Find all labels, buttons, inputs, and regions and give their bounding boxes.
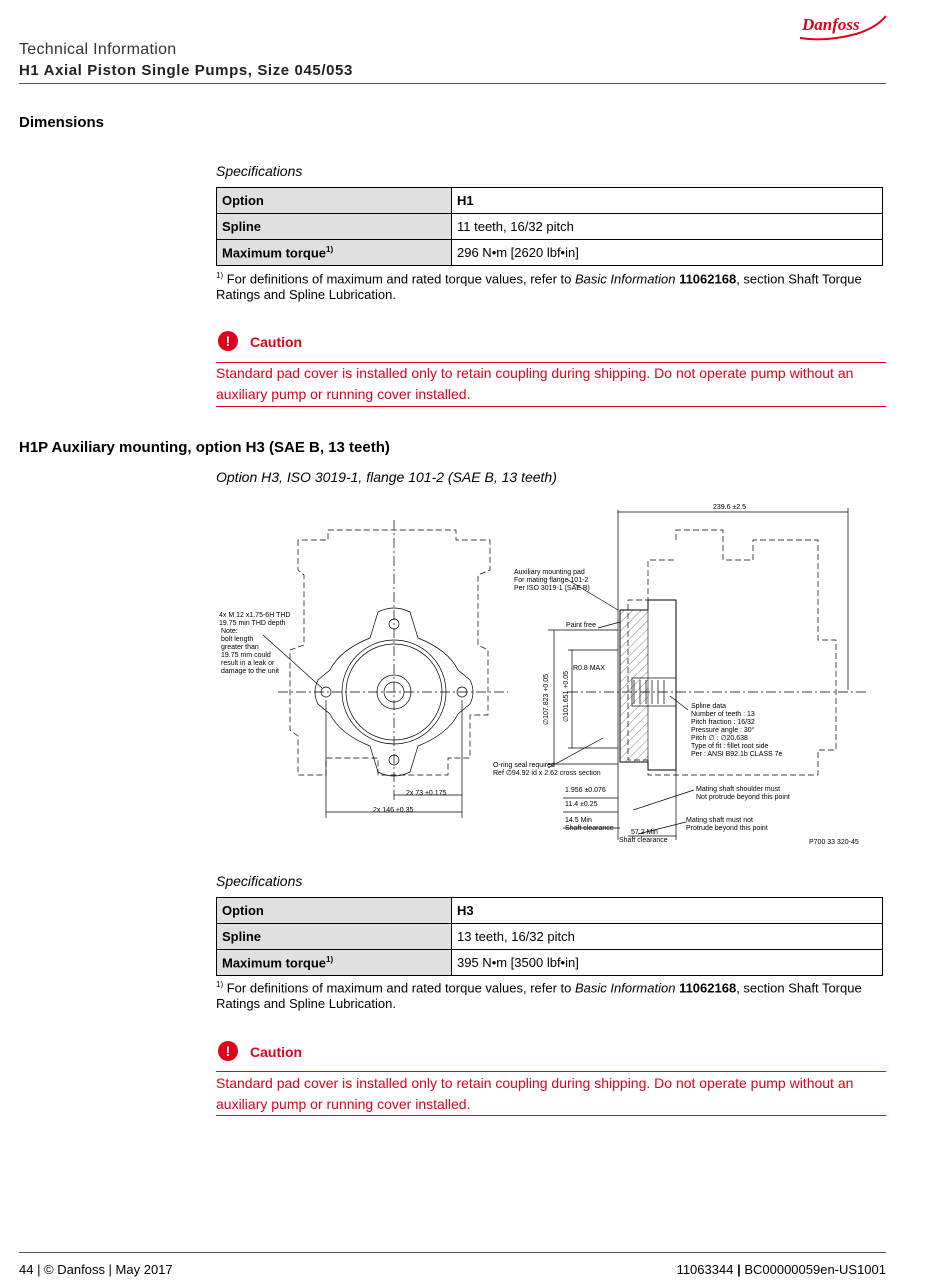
dim-145-note: Shaft clearance bbox=[565, 825, 614, 832]
table-cell-value: 395 N•m [3500 lbf•in] bbox=[452, 950, 883, 976]
table-cell-value: 11 teeth, 16/32 pitch bbox=[452, 214, 883, 240]
table-cell-value: 13 teeth, 16/32 pitch bbox=[452, 924, 883, 950]
caution-icon: ! bbox=[218, 331, 238, 351]
dim-145: 14.5 Min bbox=[565, 817, 592, 824]
dia-101: ∅101.651 +0.05 bbox=[563, 670, 570, 722]
spline-data-line: Per : ANSI B92.1b CLASS 7e bbox=[691, 751, 783, 758]
section-heading-aux-mounting: H1P Auxiliary mounting, option H3 (SAE B, 13 teeth) bbox=[19, 439, 390, 456]
spec-table-h3 bbox=[216, 897, 883, 976]
caution-text: Standard pad cover is installed only to retain coupling during shipping. Do not operate pump without an auxiliary pump or running cover installed. bbox=[216, 365, 854, 402]
table-row bbox=[217, 214, 883, 240]
bolt-note-line: damage to the unit bbox=[221, 668, 279, 675]
spec-caption: Specifications bbox=[216, 873, 303, 889]
table-row bbox=[217, 188, 883, 214]
table-cell-label: Maximum torque$^{1)}$ bbox=[217, 240, 452, 266]
document-title: H1 Axial Piston Single Pumps, Size 045/053 bbox=[19, 62, 353, 79]
bolt-note-line: 19.75 min THD depth bbox=[219, 620, 286, 627]
spec-table-h1 bbox=[216, 187, 883, 266]
r08-label: R0.8 MAX bbox=[573, 665, 605, 672]
caution-icon: ! bbox=[218, 1041, 238, 1061]
spline-data-line: Spline data bbox=[691, 703, 727, 710]
table-footnote: $^{1)}$ For definitions of maximum and rated torque values, refer to Basic Information 11062168, section Shaft Torque Ratings and Spline Lubrication. bbox=[216, 980, 862, 1012]
spline-data-line: Pitch fraction : 16/32 bbox=[691, 719, 755, 726]
caution-text: Standard pad cover is installed only to retain coupling during shipping. Do not operate pump without an auxiliary pump or running cover installed. bbox=[216, 1075, 854, 1112]
bolt-note-line: 4x M 12 x1.75-6H THD bbox=[219, 612, 291, 619]
table-row bbox=[217, 240, 883, 266]
section-heading-dimensions: Dimensions bbox=[19, 114, 105, 131]
caution-label: Caution bbox=[250, 1044, 303, 1060]
dim-572-note: Shaft clearance bbox=[619, 837, 668, 844]
spec-caption: Specifications bbox=[216, 163, 303, 179]
table-cell-label: Option bbox=[217, 188, 452, 214]
table-cell-value: H1 bbox=[452, 188, 883, 214]
dim-239: 239.6 ±2.5 bbox=[713, 504, 747, 511]
dim-114: 11.4 ±0.25 bbox=[565, 801, 598, 808]
table-cell-label: Spline bbox=[217, 214, 452, 240]
logo-text: Danfoss bbox=[802, 15, 860, 34]
oring-note: Ref ∅94.92 id x 2.62 cross section bbox=[493, 770, 601, 777]
spline-data-line: Pressure angle : 30° bbox=[691, 727, 755, 734]
bolt-note-line: greater than bbox=[221, 644, 259, 651]
footer-divider bbox=[19, 1252, 886, 1253]
dia-107: ∅107.823 +0.05 bbox=[543, 673, 550, 725]
bolt-note-line: 19.75 mm could bbox=[221, 652, 271, 659]
bolt-note-line: result in a leak or bbox=[221, 660, 275, 667]
table-row bbox=[217, 950, 883, 976]
table-cell-label: Option bbox=[217, 898, 452, 924]
table-footnote: $^{1)}$ For definitions of maximum and rated torque values, refer to Basic Information 11062168, section Shaft Torque Ratings and Spline Lubrication. bbox=[216, 271, 862, 303]
dim-1956: 1.956 ±0.076 bbox=[565, 787, 606, 794]
shaft-note: Mating shaft must not bbox=[686, 817, 753, 824]
dimension-drawing bbox=[208, 500, 878, 855]
table-row bbox=[217, 898, 883, 924]
caution-label: Caution bbox=[250, 334, 303, 350]
footer-doc-number: 11063344 | BC00000059en-US1001 bbox=[676, 1262, 886, 1277]
aux-pad-note: For mating flange 101-2 bbox=[514, 577, 589, 584]
caution-top-rule bbox=[216, 1071, 886, 1072]
aux-pad-note: Per ISO 3019-1 (SAE B) bbox=[514, 585, 590, 592]
figure-caption: Option H3, ISO 3019-1, flange 101-2 (SAE B, 13 teeth) bbox=[216, 469, 557, 485]
spline-data-line: Type of fit : fillet root side bbox=[691, 743, 769, 750]
table-cell-value: H3 bbox=[452, 898, 883, 924]
table-cell-value: 296 N•m [2620 lbf•in] bbox=[452, 240, 883, 266]
dim-146: 2x 146 ±0.35 bbox=[373, 807, 414, 814]
footer-page-info: 44 | © Danfoss | May 2017 bbox=[19, 1262, 173, 1277]
oring-note: O-ring seal required bbox=[493, 762, 555, 769]
dim-572: 57.2 Min bbox=[631, 829, 658, 836]
document-category: Technical Information bbox=[19, 41, 177, 58]
shoulder-note: Mating shaft shoulder must bbox=[696, 786, 781, 793]
caution-bottom-rule bbox=[216, 406, 886, 407]
spline-data-line: Pitch ∅ : ∅20.638 bbox=[691, 735, 748, 742]
table-cell-label: Spline bbox=[217, 924, 452, 950]
bolt-note-line: Note: bbox=[221, 628, 238, 635]
aux-pad-note: Auxiliary mounting pad bbox=[514, 569, 585, 576]
shoulder-note: Not protrude beyond this point bbox=[696, 794, 790, 801]
bolt-note-line: bolt length bbox=[221, 636, 254, 643]
table-cell-label: Maximum torque$^{1)}$ bbox=[217, 950, 452, 976]
housing-outline-front bbox=[290, 530, 490, 775]
header-divider bbox=[19, 83, 886, 84]
danfoss-logo bbox=[796, 8, 888, 42]
spline-data-line: Number of teeth : 13 bbox=[691, 711, 755, 718]
shaft-note: Protrude beyond this point bbox=[686, 825, 768, 832]
dim-73: 2x 73 ±0.175 bbox=[406, 790, 447, 797]
paint-free-label: Paint free bbox=[566, 622, 596, 629]
table-row bbox=[217, 924, 883, 950]
caution-bottom-rule bbox=[216, 1115, 886, 1116]
drawing-reference: P700 33 320-45 bbox=[809, 839, 859, 846]
